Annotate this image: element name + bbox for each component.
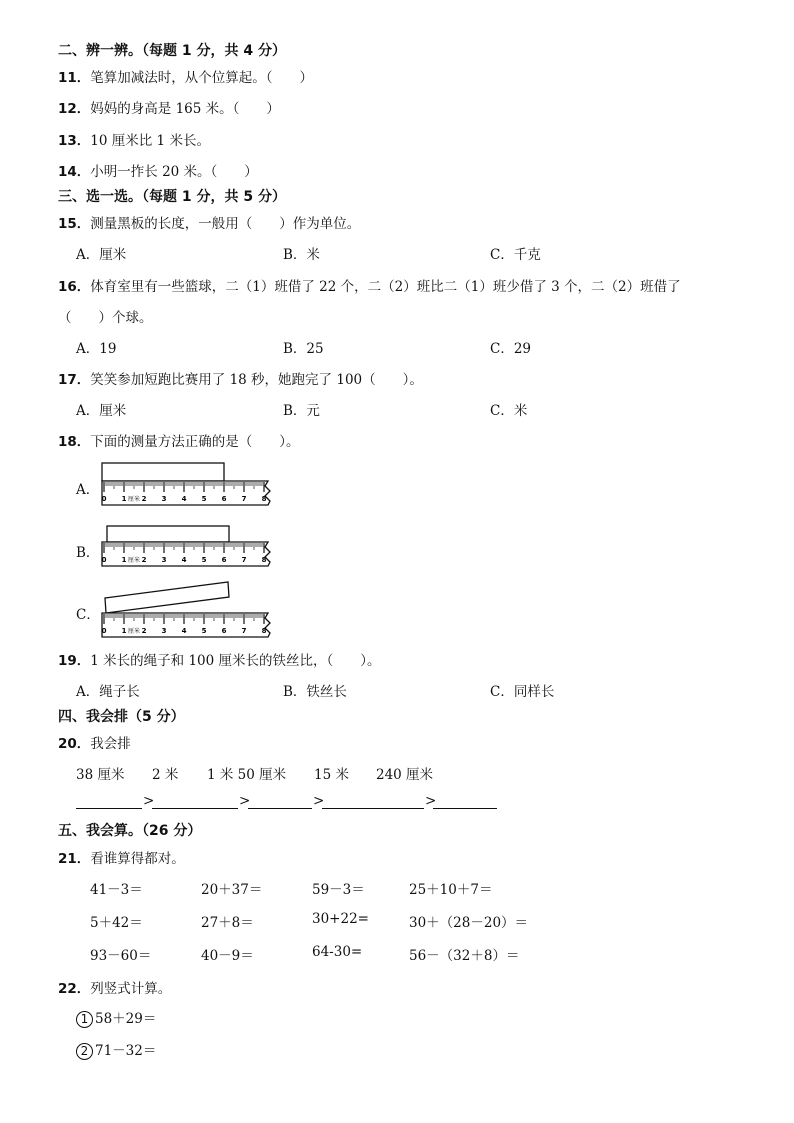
- ruler-tick-label: 2: [141, 556, 147, 564]
- question-16: [58, 275, 681, 295]
- ruler-tick-label: 8: [261, 556, 267, 564]
- ruler-tick-label: 0: [101, 556, 107, 564]
- calc-item: 30+22=: [312, 911, 369, 927]
- question-17: [58, 368, 423, 388]
- ruler-figure-c: [95, 578, 285, 640]
- question-number: 22．: [58, 981, 91, 997]
- calc-item: 59－3＝: [312, 882, 365, 898]
- question-number: 18．: [58, 434, 91, 450]
- option-a: A．厘米: [76, 403, 127, 419]
- greater-than-sign: >: [313, 793, 325, 809]
- circled-number: 2: [76, 1043, 93, 1060]
- question-number: 15．: [58, 216, 91, 232]
- question-20: [58, 732, 131, 752]
- question-text: 下面的测量方法正确的是（ ）。: [90, 434, 300, 450]
- length-item: 240 厘米: [376, 767, 434, 783]
- ruler-tick-label: 4: [181, 495, 187, 503]
- question-number: 13．: [58, 133, 91, 149]
- greater-than-sign: >: [425, 793, 437, 809]
- ruler-tick-label: 6: [221, 495, 227, 503]
- option-b: B．: [76, 545, 100, 561]
- question-text: 体育室里有一些篮球，二（1）班借了 22 个，二（2）班比二（1）班少借了 3 个，二（2）班借了: [90, 279, 681, 295]
- section-3-heading: 三、选一选。（每题 1 分，共 5 分）: [58, 189, 286, 205]
- ruler-tick-label: 4: [181, 556, 187, 564]
- calc-item: 27＋8＝: [201, 915, 254, 931]
- question-number: 21．: [58, 851, 91, 867]
- calc-item: 40－9＝: [201, 948, 254, 964]
- measured-strip: [107, 526, 229, 542]
- option-b: B．元: [283, 403, 320, 419]
- ruler-tick-label: 8: [261, 495, 267, 503]
- ruler-tick-label: 7: [241, 556, 247, 564]
- ruler-figure-a: [95, 460, 285, 508]
- option-c: C．千克: [490, 247, 541, 263]
- calc-item: 5＋42＝: [90, 915, 143, 931]
- option-b: B．25: [283, 341, 324, 357]
- question-text: 列竖式计算。: [90, 981, 172, 997]
- option-c: C．29: [490, 341, 532, 357]
- question-text: 我会排: [90, 736, 131, 752]
- calc-item: 64-30=: [312, 944, 363, 960]
- ruler: [102, 481, 270, 505]
- ruler-tick-label: 6: [221, 627, 227, 635]
- question-text: 笑笑参加短跑比赛用了 18 秒，她跑完了 100（ ）。: [90, 372, 423, 388]
- length-item: 15 米: [314, 767, 349, 783]
- ruler-tick-label: 2: [141, 495, 147, 503]
- question-22: [58, 977, 171, 997]
- calc-item: 56－（32＋8）＝: [409, 948, 520, 964]
- ruler-unit-mark: 厘米: [127, 628, 141, 635]
- question-number: 12．: [58, 101, 91, 117]
- measured-strip-tilted: [105, 582, 229, 613]
- ruler-tick-label: 0: [101, 627, 107, 635]
- option-a: A．厘米: [76, 247, 127, 263]
- answer-blank[interactable]: [322, 808, 424, 809]
- question-18: [58, 430, 300, 450]
- ruler: [102, 542, 270, 566]
- ruler-tick-label: 1: [121, 556, 127, 564]
- ruler-tick-label: 3: [161, 495, 167, 503]
- question-text: 小明一拃长 20 米。（ ）: [90, 164, 258, 180]
- question-number: 11．: [58, 70, 91, 86]
- ruler-unit-mark: 厘米: [127, 557, 141, 564]
- question-19: [58, 649, 381, 669]
- question-text: 测量黑板的长度，一般用（ ）作为单位。: [90, 216, 361, 232]
- question-text: 妈妈的身高是 165 米。（ ）: [90, 101, 280, 117]
- option-b: B．铁丝长: [283, 684, 347, 700]
- ruler-tick-label: 8: [261, 627, 267, 635]
- calc-item: 93－60＝: [90, 948, 152, 964]
- question-number: 19．: [58, 653, 91, 669]
- calc-item: 20＋37＝: [201, 882, 263, 898]
- question-number: 14．: [58, 164, 91, 180]
- ruler-tick-label: 1: [121, 495, 127, 503]
- question-number: 16．: [58, 279, 91, 295]
- ruler-tick-label: 3: [161, 627, 167, 635]
- answer-blank[interactable]: [433, 808, 497, 809]
- option-b: B．米: [283, 247, 320, 263]
- ruler-tick-label: 6: [221, 556, 227, 564]
- measured-strip: [102, 463, 224, 481]
- circled-number: 1: [76, 1011, 93, 1028]
- question-16-continued: （ ）个球。: [58, 310, 153, 326]
- question-text: 10 厘米比 1 米长。: [90, 133, 210, 149]
- question-15: [58, 212, 360, 232]
- ruler: [102, 613, 270, 637]
- answer-blank[interactable]: [76, 808, 142, 809]
- ruler-tick-label: 1: [121, 627, 127, 635]
- ruler-unit-mark: 厘米: [127, 496, 141, 503]
- length-item: 38 厘米: [76, 767, 125, 783]
- option-a: A．绳子长: [76, 684, 140, 700]
- answer-blank[interactable]: [152, 808, 238, 809]
- question-text: 笔算加减法时，从个位算起。（ ）: [90, 70, 314, 86]
- length-item: 1 米 50 厘米: [207, 767, 287, 783]
- calc-item: 30＋（28－20）＝: [409, 915, 529, 931]
- ruler-figure-b: [95, 523, 285, 571]
- length-item: 2 米: [152, 767, 179, 783]
- greater-than-sign: >: [239, 793, 251, 809]
- option-c: C．米: [490, 403, 528, 419]
- option-c: C．: [76, 607, 100, 623]
- answer-blank[interactable]: [248, 808, 312, 809]
- calc-item: 25＋10＋7＝: [409, 882, 493, 898]
- question-text: 看谁算得都对。: [90, 851, 185, 867]
- section-4-heading: 四、我会排（5 分）: [58, 709, 185, 725]
- question-21: [58, 847, 185, 867]
- ruler-tick-label: 0: [101, 495, 107, 503]
- ruler-tick-label: 5: [201, 627, 207, 635]
- ruler-tick-label: 3: [161, 556, 167, 564]
- question-text: 1 米长的绳子和 100 厘米长的铁丝比，（ ）。: [90, 653, 381, 669]
- option-a: A．: [76, 482, 100, 498]
- ruler-tick-label: 7: [241, 495, 247, 503]
- expression: 71－32＝: [95, 1043, 157, 1059]
- ruler-tick-label: 5: [201, 495, 207, 503]
- question-12: [58, 97, 280, 117]
- section-5-heading: 五、我会算。（26 分）: [58, 823, 202, 839]
- expression: 58＋29＝: [95, 1011, 157, 1027]
- question-14: [58, 160, 258, 180]
- greater-than-sign: >: [143, 793, 155, 809]
- section-2-heading: 二、辨一辨。（每题 1 分，共 4 分）: [58, 43, 286, 59]
- question-13: [58, 129, 210, 149]
- question-11: [58, 66, 313, 86]
- calc-item: 41－3＝: [90, 882, 143, 898]
- ruler-tick-label: 4: [181, 627, 187, 635]
- vertical-calc-item: [76, 1007, 156, 1028]
- ruler-tick-label: 5: [201, 556, 207, 564]
- ruler-tick-label: 2: [141, 627, 147, 635]
- option-a: A．19: [76, 341, 117, 357]
- ruler-tick-label: 7: [241, 627, 247, 635]
- question-number: 17．: [58, 372, 91, 388]
- question-number: 20．: [58, 736, 91, 752]
- vertical-calc-item: [76, 1039, 156, 1060]
- option-c: C．同样长: [490, 684, 555, 700]
